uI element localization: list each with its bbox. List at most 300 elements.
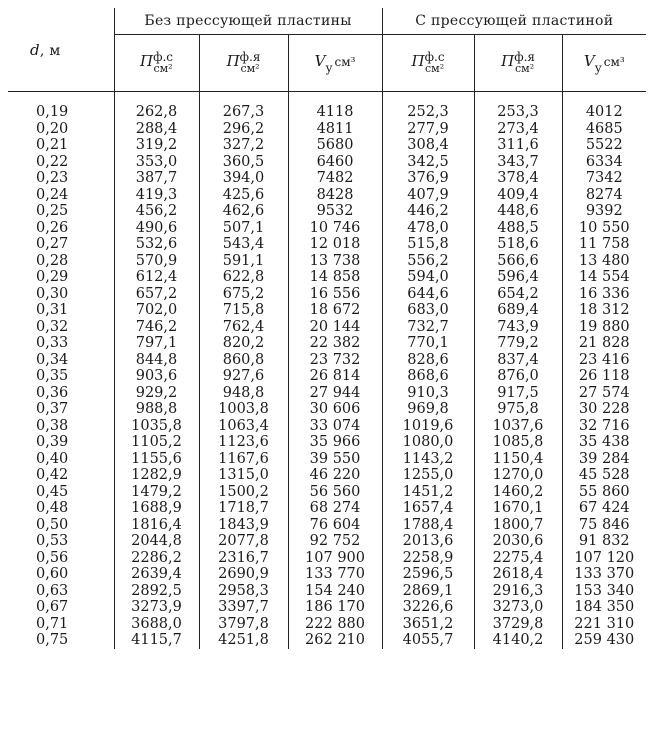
cell-p-fya-with: 2030,6	[474, 533, 562, 550]
cell-v-with: 39 284	[562, 451, 646, 468]
table-row	[8, 170, 646, 187]
cell-p-fya-with: 596,4	[474, 269, 562, 286]
cell-v-with: 11 758	[562, 236, 646, 253]
table-row	[8, 484, 646, 501]
cell-p-fs-with: 2258,9	[382, 550, 474, 567]
cell-v-without: 30 606	[288, 401, 382, 418]
cell-p-fs-without: 262,8	[114, 92, 199, 121]
cell-v-without: 35 966	[288, 434, 382, 451]
cell-p-fs-with: 969,8	[382, 401, 474, 418]
cell-p-fya-without: 860,8	[199, 352, 288, 369]
header-col-symbol: V	[314, 52, 326, 70]
cell-p-fs-without: 456,2	[114, 203, 199, 220]
table-row	[8, 319, 646, 336]
header-col-index: ф.с	[424, 50, 445, 64]
cell-p-fs-with: 478,0	[382, 220, 474, 237]
cell-v-with: 21 828	[562, 335, 646, 352]
header-col-symbol: П	[411, 52, 425, 70]
cell-p-fs-with: 252,3	[382, 92, 474, 121]
cell-p-fya-without: 927,6	[199, 368, 288, 385]
cell-p-fya-with: 488,5	[474, 220, 562, 237]
cell-v-with: 6334	[562, 154, 646, 171]
cell-p-fs-with: 1080,0	[382, 434, 474, 451]
table-row	[8, 121, 646, 138]
header-d-unit: м	[49, 42, 61, 59]
cell-p-fya-without: 715,8	[199, 302, 288, 319]
cell-v-without: 222 880	[288, 616, 382, 633]
cell-d: 0,30	[36, 285, 69, 302]
cell-p-fs-without: 3688,0	[114, 616, 199, 633]
cell-d: 0,25	[36, 203, 69, 219]
cell-p-fya-with: 743,9	[474, 319, 562, 336]
cell-p-fya-with: 3729,8	[474, 616, 562, 633]
table-row	[8, 368, 646, 385]
table-row	[8, 269, 646, 286]
cell-v-without: 107 900	[288, 550, 382, 567]
cell-v-without: 39 550	[288, 451, 382, 468]
cell-p-fya-without: 762,4	[199, 319, 288, 336]
cell-p-fs-with: 683,0	[382, 302, 474, 319]
cell-d: 0,75	[36, 632, 69, 648]
cell-p-fs-with: 515,8	[382, 236, 474, 253]
cell-p-fs-with: 376,9	[382, 170, 474, 187]
header-col-p-fya-1	[199, 35, 288, 92]
cell-v-without: 154 240	[288, 583, 382, 600]
cell-v-with: 184 350	[562, 599, 646, 616]
cell-p-fya-without: 2690,9	[199, 566, 288, 583]
cell-p-fs-with: 1657,4	[382, 500, 474, 517]
cell-v-with: 7342	[562, 170, 646, 187]
cell-p-fs-without: 2044,8	[114, 533, 199, 550]
header-col-unit: см²	[153, 62, 173, 75]
table-row	[8, 401, 646, 418]
table-header	[8, 8, 646, 92]
cell-p-fya-without: 462,6	[199, 203, 288, 220]
cell-p-fs-without: 1816,4	[114, 517, 199, 534]
cell-p-fya-without: 296,2	[199, 121, 288, 138]
table-row	[8, 616, 646, 633]
cell-p-fya-with: 518,6	[474, 236, 562, 253]
header-group-without-plate: Без прессующей пластины	[114, 8, 382, 35]
cell-v-with: 10 550	[562, 220, 646, 237]
cell-p-fya-without: 1843,9	[199, 517, 288, 534]
cell-d: 0,29	[36, 269, 69, 285]
cell-v-with: 91 832	[562, 533, 646, 550]
cell-d: 0,20	[36, 120, 69, 137]
cell-d: 0,31	[36, 302, 69, 318]
cell-p-fya-with: 378,4	[474, 170, 562, 187]
cell-p-fya-without: 1500,2	[199, 484, 288, 501]
header-col-unit: см²	[515, 62, 535, 75]
cell-v-with: 55 860	[562, 484, 646, 501]
cell-p-fs-without: 2639,4	[114, 566, 199, 583]
cell-p-fs-with: 770,1	[382, 335, 474, 352]
cell-d: 0,50	[36, 516, 69, 533]
cell-d: 0,48	[36, 500, 69, 516]
table-row	[8, 302, 646, 319]
cell-v-without: 4811	[288, 121, 382, 138]
cell-v-without: 33 074	[288, 418, 382, 435]
table-row	[8, 418, 646, 435]
table-row	[8, 533, 646, 550]
cell-d: 0,28	[36, 252, 69, 269]
cell-v-without: 6460	[288, 154, 382, 171]
cell-v-with: 221 310	[562, 616, 646, 633]
cell-v-with: 4685	[562, 121, 646, 138]
cell-p-fya-without: 2316,7	[199, 550, 288, 567]
cell-p-fs-with: 1019,6	[382, 418, 474, 435]
table-row	[8, 467, 646, 484]
cell-p-fya-without: 675,2	[199, 286, 288, 303]
table-row	[8, 335, 646, 352]
cell-v-with: 13 480	[562, 253, 646, 270]
header-col-subscript	[240, 51, 261, 75]
table-row	[8, 220, 646, 237]
cell-d: 0,36	[36, 384, 69, 401]
header-col-subscript	[514, 51, 535, 75]
cell-p-fs-without: 288,4	[114, 121, 199, 138]
table-row	[8, 385, 646, 402]
cell-d: 0,56	[36, 549, 69, 566]
header-d: d, м	[8, 8, 114, 92]
header-col-index: ф.я	[514, 50, 535, 64]
cell-v-with: 133 370	[562, 566, 646, 583]
cell-p-fs-with: 407,9	[382, 187, 474, 204]
cell-d: 0,27	[36, 236, 69, 252]
cell-p-fs-without: 3273,9	[114, 599, 199, 616]
table-row	[8, 253, 646, 270]
table-row	[8, 92, 646, 121]
header-col-index: ф.с	[153, 50, 174, 64]
cell-d: 0,42	[36, 467, 69, 483]
cell-v-with: 4012	[562, 92, 646, 121]
cell-v-without: 76 604	[288, 517, 382, 534]
header-col-p-fs-1	[114, 35, 199, 92]
cell-p-fya-without: 948,8	[199, 385, 288, 402]
cell-p-fya-with: 253,3	[474, 92, 562, 121]
cell-p-fya-with: 837,4	[474, 352, 562, 369]
cell-v-with: 107 120	[562, 550, 646, 567]
cell-v-with: 67 424	[562, 500, 646, 517]
cell-v-without: 68 274	[288, 500, 382, 517]
header-col-subscript	[595, 62, 602, 74]
cell-v-with: 23 416	[562, 352, 646, 369]
header-col-index: ф.я	[239, 50, 261, 64]
cell-p-fya-with: 2618,4	[474, 566, 562, 583]
cell-p-fya-with: 3273,0	[474, 599, 562, 616]
cell-d: 0,26	[36, 219, 69, 236]
cell-p-fs-with: 1451,2	[382, 484, 474, 501]
header-col-unit: см³	[603, 55, 625, 69]
table-row	[8, 451, 646, 468]
cell-v-without: 20 144	[288, 319, 382, 336]
cell-p-fya-without: 2077,8	[199, 533, 288, 550]
cell-p-fya-without: 267,3	[199, 92, 288, 121]
cell-d: 0,19	[36, 104, 69, 120]
cell-v-with: 27 574	[562, 385, 646, 402]
cell-p-fya-with: 1085,8	[474, 434, 562, 451]
header-col-symbol: П	[501, 52, 515, 70]
cell-v-without: 133 770	[288, 566, 382, 583]
cell-p-fs-with: 342,5	[382, 154, 474, 171]
cell-v-with: 259 430	[562, 632, 646, 649]
header-col-symbol: V	[583, 52, 595, 70]
table-row	[8, 137, 646, 154]
cell-p-fs-without: 4115,7	[114, 632, 199, 649]
cell-p-fya-without: 622,8	[199, 269, 288, 286]
cell-p-fya-with: 273,4	[474, 121, 562, 138]
cell-v-without: 5680	[288, 137, 382, 154]
cell-p-fs-without: 2892,5	[114, 583, 199, 600]
cell-d: 0,71	[36, 615, 69, 632]
cell-d: 0,60	[36, 566, 69, 582]
cell-p-fs-without: 532,6	[114, 236, 199, 253]
table-row	[8, 550, 646, 567]
cell-d: 0,34	[36, 351, 69, 368]
cell-d: 0,67	[36, 599, 69, 615]
table-row	[8, 352, 646, 369]
cell-d: 0,53	[36, 533, 69, 549]
table-row	[8, 236, 646, 253]
cell-p-fs-without: 1035,8	[114, 418, 199, 435]
cell-v-without: 10 746	[288, 220, 382, 237]
cell-v-without: 18 672	[288, 302, 382, 319]
cell-d: 0,37	[36, 401, 69, 417]
cell-p-fya-with: 654,2	[474, 286, 562, 303]
cell-p-fs-with: 277,9	[382, 121, 474, 138]
cell-p-fs-without: 490,6	[114, 220, 199, 237]
cell-d: 0,63	[36, 582, 69, 599]
table-body	[8, 92, 646, 649]
cell-p-fya-without: 543,4	[199, 236, 288, 253]
cell-d: 0,38	[36, 417, 69, 434]
cell-v-without: 46 220	[288, 467, 382, 484]
header-col-v-y-2	[562, 35, 646, 92]
cell-d: 0,39	[36, 434, 69, 450]
cell-v-without: 13 738	[288, 253, 382, 270]
cell-p-fs-with: 2596,5	[382, 566, 474, 583]
table-row	[8, 187, 646, 204]
cell-d: 0,35	[36, 368, 69, 384]
cell-p-fya-without: 1167,6	[199, 451, 288, 468]
cell-p-fs-without: 797,1	[114, 335, 199, 352]
cell-p-fya-with: 779,2	[474, 335, 562, 352]
header-col-symbol: П	[226, 52, 240, 70]
cell-p-fs-with: 1788,4	[382, 517, 474, 534]
header-col-index: у	[594, 61, 602, 75]
cell-p-fya-with: 876,0	[474, 368, 562, 385]
cell-v-with: 32 716	[562, 418, 646, 435]
cell-p-fs-with: 644,6	[382, 286, 474, 303]
cell-p-fya-without: 4251,8	[199, 632, 288, 649]
cell-p-fya-without: 3397,7	[199, 599, 288, 616]
cell-v-with: 14 554	[562, 269, 646, 286]
cell-d: 0,40	[36, 450, 69, 467]
cell-p-fs-without: 1479,2	[114, 484, 199, 501]
cell-v-with: 18 312	[562, 302, 646, 319]
cell-v-with: 75 846	[562, 517, 646, 534]
cell-v-without: 56 560	[288, 484, 382, 501]
cell-p-fya-without: 1063,4	[199, 418, 288, 435]
cell-v-without: 23 732	[288, 352, 382, 369]
cell-p-fya-with: 1150,4	[474, 451, 562, 468]
cell-p-fya-without: 327,2	[199, 137, 288, 154]
cell-v-without: 186 170	[288, 599, 382, 616]
cell-v-without: 27 944	[288, 385, 382, 402]
cell-p-fya-with: 975,8	[474, 401, 562, 418]
table-row	[8, 517, 646, 534]
cell-p-fya-with: 1670,1	[474, 500, 562, 517]
cell-d: 0,33	[36, 335, 69, 351]
header-col-v-y-1	[288, 35, 382, 92]
header-col-subscript	[425, 51, 445, 75]
cell-v-with: 19 880	[562, 319, 646, 336]
header-col-unit: см²	[425, 62, 445, 75]
cell-d: 0,23	[36, 170, 69, 186]
cell-p-fs-without: 657,2	[114, 286, 199, 303]
cell-p-fs-without: 2286,2	[114, 550, 199, 567]
cell-v-with: 30 228	[562, 401, 646, 418]
cell-p-fya-without: 507,1	[199, 220, 288, 237]
table-row	[8, 434, 646, 451]
cell-p-fya-without: 820,2	[199, 335, 288, 352]
cell-p-fya-with: 4140,2	[474, 632, 562, 649]
cell-v-with: 16 336	[562, 286, 646, 303]
cell-p-fs-with: 2013,6	[382, 533, 474, 550]
cell-p-fs-without: 1282,9	[114, 467, 199, 484]
header-col-symbol: П	[139, 52, 154, 70]
cell-p-fs-without: 570,9	[114, 253, 199, 270]
cell-v-without: 8428	[288, 187, 382, 204]
cell-p-fya-with: 689,4	[474, 302, 562, 319]
cell-p-fs-without: 387,7	[114, 170, 199, 187]
cell-p-fs-with: 556,2	[382, 253, 474, 270]
cell-p-fs-with: 732,7	[382, 319, 474, 336]
cell-p-fs-without: 319,2	[114, 137, 199, 154]
cell-v-with: 8274	[562, 187, 646, 204]
cell-v-without: 7482	[288, 170, 382, 187]
cell-p-fya-without: 3797,8	[199, 616, 288, 633]
table-row	[8, 500, 646, 517]
header-col-subscript	[325, 62, 332, 74]
header-group-with-plate: С прессующей пластиной	[382, 8, 646, 35]
table-row	[8, 583, 646, 600]
cell-p-fya-with: 448,6	[474, 203, 562, 220]
cell-d: 0,32	[36, 318, 69, 335]
cell-p-fs-with: 1255,0	[382, 467, 474, 484]
cell-p-fya-with: 917,5	[474, 385, 562, 402]
cell-p-fya-without: 1123,6	[199, 434, 288, 451]
cell-p-fs-with: 3651,2	[382, 616, 474, 633]
header-group-row	[8, 8, 646, 35]
cell-p-fs-with: 2869,1	[382, 583, 474, 600]
cell-p-fs-without: 353,0	[114, 154, 199, 171]
table-row	[8, 286, 646, 303]
cell-v-without: 22 382	[288, 335, 382, 352]
cell-p-fs-without: 1688,9	[114, 500, 199, 517]
cell-v-without: 4118	[288, 92, 382, 121]
cell-p-fya-without: 360,5	[199, 154, 288, 171]
cell-p-fya-without: 591,1	[199, 253, 288, 270]
cell-p-fs-with: 910,3	[382, 385, 474, 402]
cell-p-fs-without: 903,6	[114, 368, 199, 385]
cell-p-fs-with: 446,2	[382, 203, 474, 220]
header-col-index: у	[325, 61, 333, 75]
cell-p-fs-without: 419,3	[114, 187, 199, 204]
header-col-p-fya-2	[474, 35, 562, 92]
cell-v-without: 16 556	[288, 286, 382, 303]
cell-p-fs-with: 594,0	[382, 269, 474, 286]
cell-p-fya-with: 2916,3	[474, 583, 562, 600]
cell-p-fs-with: 828,6	[382, 352, 474, 369]
cell-p-fs-with: 4055,7	[382, 632, 474, 649]
cell-p-fya-with: 343,7	[474, 154, 562, 171]
cell-p-fya-with: 409,4	[474, 187, 562, 204]
cell-v-without: 262 210	[288, 632, 382, 649]
cell-v-with: 45 528	[562, 467, 646, 484]
cell-d: 0,45	[36, 483, 69, 500]
cell-p-fya-with: 1037,6	[474, 418, 562, 435]
data-table	[8, 8, 646, 649]
cell-v-without: 9532	[288, 203, 382, 220]
cell-p-fs-without: 844,8	[114, 352, 199, 369]
cell-v-without: 12 018	[288, 236, 382, 253]
cell-p-fya-with: 1270,0	[474, 467, 562, 484]
table-row	[8, 203, 646, 220]
header-col-unit: см²	[240, 62, 260, 75]
cell-p-fya-without: 1718,7	[199, 500, 288, 517]
cell-p-fs-without: 988,8	[114, 401, 199, 418]
cell-v-without: 14 858	[288, 269, 382, 286]
cell-v-with: 5522	[562, 137, 646, 154]
header-col-p-fs-2	[382, 35, 474, 92]
cell-p-fs-without: 929,2	[114, 385, 199, 402]
cell-p-fs-with: 3226,6	[382, 599, 474, 616]
cell-d: 0,21	[36, 137, 69, 153]
cell-p-fs-without: 1105,2	[114, 434, 199, 451]
table-row	[8, 632, 646, 649]
cell-p-fs-without: 1155,6	[114, 451, 199, 468]
header-d-symbol: d	[30, 40, 40, 59]
cell-p-fya-without: 1315,0	[199, 467, 288, 484]
cell-p-fya-with: 2275,4	[474, 550, 562, 567]
cell-p-fya-with: 566,6	[474, 253, 562, 270]
cell-p-fs-with: 868,6	[382, 368, 474, 385]
cell-v-with: 35 438	[562, 434, 646, 451]
cell-p-fya-without: 425,6	[199, 187, 288, 204]
cell-d: 0,22	[36, 153, 69, 170]
cell-v-with: 153 340	[562, 583, 646, 600]
cell-d: 0,24	[36, 186, 69, 203]
cell-v-without: 26 814	[288, 368, 382, 385]
table-row	[8, 599, 646, 616]
cell-p-fya-with: 311,6	[474, 137, 562, 154]
cell-p-fs-with: 1143,2	[382, 451, 474, 468]
cell-v-without: 92 752	[288, 533, 382, 550]
cell-p-fs-without: 746,2	[114, 319, 199, 336]
cell-v-with: 9392	[562, 203, 646, 220]
header-col-subscript	[153, 51, 173, 75]
cell-p-fs-without: 612,4	[114, 269, 199, 286]
cell-p-fya-without: 394,0	[199, 170, 288, 187]
header-col-unit: см³	[334, 55, 356, 69]
cell-p-fya-with: 1800,7	[474, 517, 562, 534]
cell-p-fs-without: 702,0	[114, 302, 199, 319]
cell-v-with: 26 118	[562, 368, 646, 385]
table-row	[8, 566, 646, 583]
cell-p-fya-without: 1003,8	[199, 401, 288, 418]
table-row	[8, 154, 646, 171]
